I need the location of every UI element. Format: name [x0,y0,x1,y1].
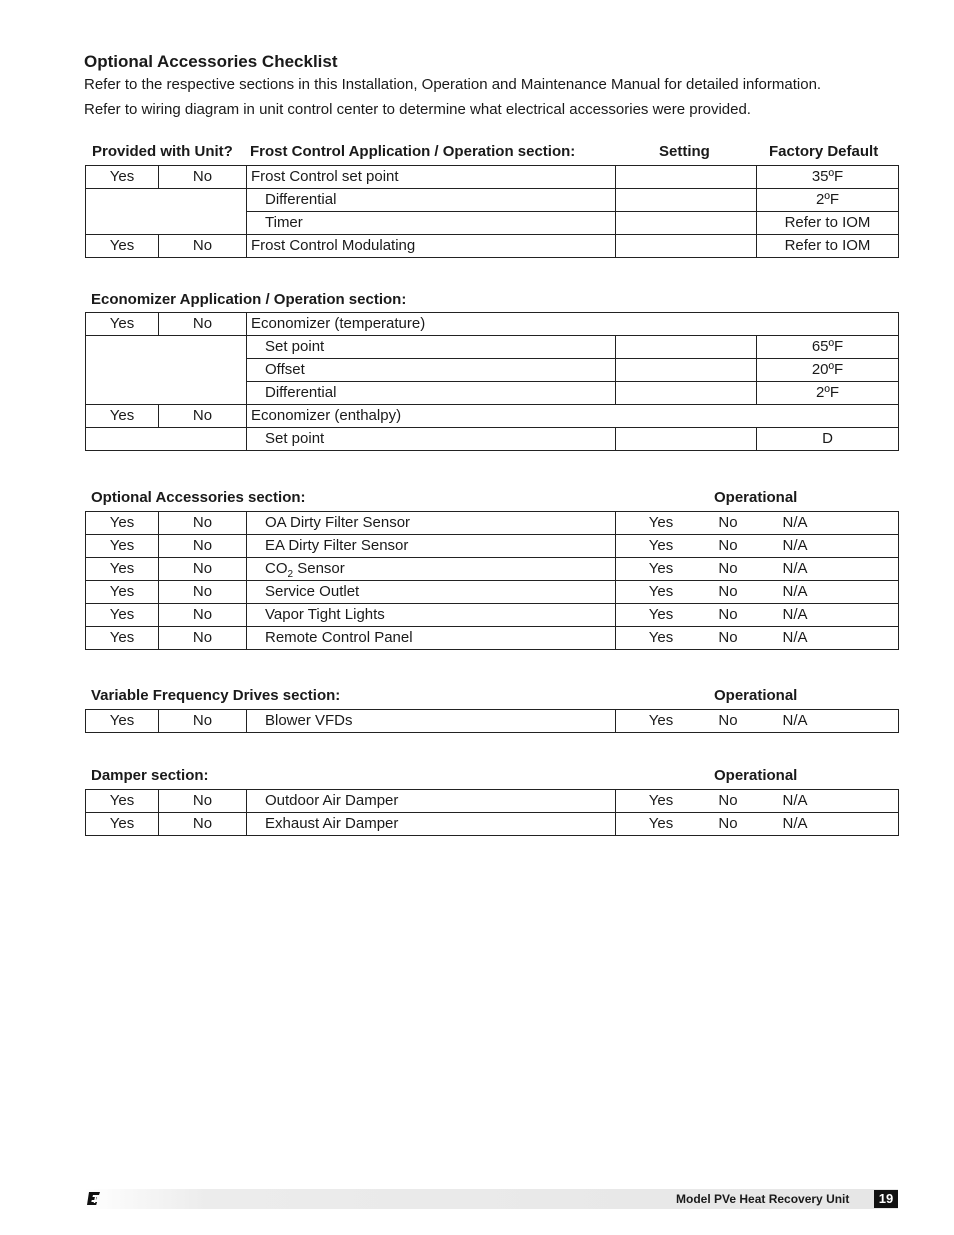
operational-na[interactable]: N/A [782,712,808,729]
no-option[interactable]: No [159,627,247,650]
co2-prefix: CO [265,560,288,577]
yes-option[interactable]: Yes [86,604,159,627]
operational-na[interactable]: N/A [782,606,808,623]
frost-section-header: Frost Control Application / Operation section: [250,143,576,160]
blank-cell [86,428,247,451]
factory-default-value: 2ºF [757,189,899,212]
item-label: Outdoor Air Damper [247,790,616,813]
yes-option[interactable]: Yes [86,405,159,428]
setting-field[interactable] [616,166,757,189]
setting-field[interactable] [616,212,757,235]
table-row [86,535,899,558]
frost-control-table [85,165,899,258]
table-row [86,336,899,359]
operational-yes[interactable]: Yes [648,712,674,729]
item-label: Frost Control set point [247,166,616,189]
no-option[interactable]: No [159,166,247,189]
factory-default-value: 35ºF [757,166,899,189]
operational-no[interactable]: No [718,792,738,809]
setting-header: Setting [659,143,710,160]
operational-options [616,710,899,733]
table-row [86,166,899,189]
table-row [86,581,899,604]
operational-header: Operational [714,489,798,506]
model-name: Model PVe Heat Recovery Unit [676,1192,850,1206]
co2-suffix: Sensor [293,560,345,577]
operational-na[interactable]: N/A [782,514,808,531]
no-option[interactable]: No [159,581,247,604]
item-label: Set point [247,336,616,359]
operational-yes[interactable]: Yes [648,792,674,809]
factory-default-value: 20ºF [757,359,899,382]
operational-header: Operational [714,687,798,704]
table-row [86,428,899,451]
operational-options [616,790,899,813]
no-option[interactable]: No [159,512,247,535]
operational-na[interactable]: N/A [782,560,808,577]
co2-subscript: 2 [287,569,294,580]
operational-no[interactable]: No [718,712,738,729]
operational-options [616,512,899,535]
factory-default-header: Factory Default [769,143,879,160]
yes-option[interactable]: Yes [86,790,159,813]
yes-option[interactable]: Yes [86,166,159,189]
blank-cell [86,189,247,235]
item-label [247,558,616,581]
factory-default-value: Refer to IOM [757,235,899,258]
item-label: Service Outlet [247,581,616,604]
economizer-section-header: Economizer Application / Operation section: [91,291,407,308]
item-label: Exhaust Air Damper [247,813,616,836]
operational-no[interactable]: No [718,815,738,832]
item-label: Frost Control Modulating [247,235,616,258]
operational-options [616,581,899,604]
no-option[interactable]: No [159,313,247,336]
table-row [86,790,899,813]
item-label: Remote Control Panel [247,627,616,650]
table-row [86,710,899,733]
page-number: 19 [874,1190,898,1208]
factory-default-value: D [757,428,899,451]
no-option[interactable]: No [159,710,247,733]
setting-field[interactable] [616,336,757,359]
economizer-table [85,312,899,451]
yes-option[interactable]: Yes [86,581,159,604]
yes-option[interactable]: Yes [86,512,159,535]
yes-option[interactable]: Yes [86,710,159,733]
vfd-section-header: Variable Frequency Drives section: [91,687,341,704]
operational-no[interactable]: No [718,560,738,577]
operational-yes[interactable]: Yes [648,629,674,646]
operational-options [616,813,899,836]
no-option[interactable]: No [159,813,247,836]
no-option[interactable]: No [159,535,247,558]
table-row [86,558,899,581]
table-row [86,235,899,258]
item-label: Timer [247,212,616,235]
table-row [86,189,899,212]
item-label: Vapor Tight Lights [247,604,616,627]
table-row [86,512,899,535]
item-label: Differential [247,382,616,405]
operational-yes[interactable]: Yes [648,514,674,531]
item-label: Offset [247,359,616,382]
operational-na[interactable]: N/A [782,583,808,600]
optional-accessories-table [85,511,899,650]
operational-options [616,558,899,581]
operational-na[interactable]: N/A [782,815,808,832]
operational-no[interactable]: No [718,537,738,554]
table-row [86,313,899,336]
operational-yes[interactable]: Yes [648,560,674,577]
operational-yes[interactable]: Yes [648,815,674,832]
intro-line-1: Refer to the respective sections in this Installation, Operation and Maintenance Manual for detailed information. [84,76,822,93]
setting-field[interactable] [616,359,757,382]
damper-table [85,789,899,836]
operational-no[interactable]: No [718,629,738,646]
table-row [86,604,899,627]
no-option[interactable]: No [159,604,247,627]
provided-header: Provided with Unit? [92,143,233,160]
operational-na[interactable]: N/A [782,792,808,809]
setting-field[interactable] [616,235,757,258]
operational-na[interactable]: N/A [782,537,808,554]
item-label: EA Dirty Filter Sensor [247,535,616,558]
operational-options [616,535,899,558]
optional-section-header: Optional Accessories section: [91,489,306,506]
operational-header: Operational [714,767,798,784]
yes-option[interactable]: Yes [86,313,159,336]
no-option[interactable]: No [159,790,247,813]
factory-default-value: 2ºF [757,382,899,405]
operational-yes[interactable]: Yes [648,606,674,623]
yes-option[interactable]: Yes [86,535,159,558]
page-title: Optional Accessories Checklist [84,52,338,71]
item-label: Economizer (enthalpy) [247,405,899,428]
table-row [86,813,899,836]
blank-cell [86,336,247,405]
setting-field[interactable] [616,428,757,451]
yes-option[interactable]: Yes [86,558,159,581]
item-label: Blower VFDs [247,710,616,733]
setting-field[interactable] [616,189,757,212]
vfd-table [85,709,899,733]
no-option[interactable]: No [159,405,247,428]
operational-no[interactable]: No [718,583,738,600]
setting-field[interactable] [616,382,757,405]
item-label: Set point [247,428,616,451]
operational-yes[interactable]: Yes [648,583,674,600]
item-label: Differential [247,189,616,212]
operational-options [616,604,899,627]
operational-no[interactable]: No [718,606,738,623]
yes-option[interactable]: Yes [86,235,159,258]
yes-option[interactable]: Yes [86,627,159,650]
operational-yes[interactable]: Yes [648,537,674,554]
no-option[interactable]: No [159,235,247,258]
no-option[interactable]: No [159,558,247,581]
yes-option[interactable]: Yes [86,813,159,836]
damper-section-header: Damper section: [91,767,209,784]
factory-default-value: Refer to IOM [757,212,899,235]
table-row [86,405,899,428]
operational-no[interactable]: No [718,514,738,531]
intro-line-2: Refer to wiring diagram in unit control center to determine what electrical accessories were provided. [84,101,751,118]
operational-na[interactable]: N/A [782,629,808,646]
table-row [86,627,899,650]
factory-default-value: 65ºF [757,336,899,359]
operational-options [616,627,899,650]
item-label: Economizer (temperature) [247,313,899,336]
item-label: OA Dirty Filter Sensor [247,512,616,535]
company-logo-icon [86,1191,101,1206]
